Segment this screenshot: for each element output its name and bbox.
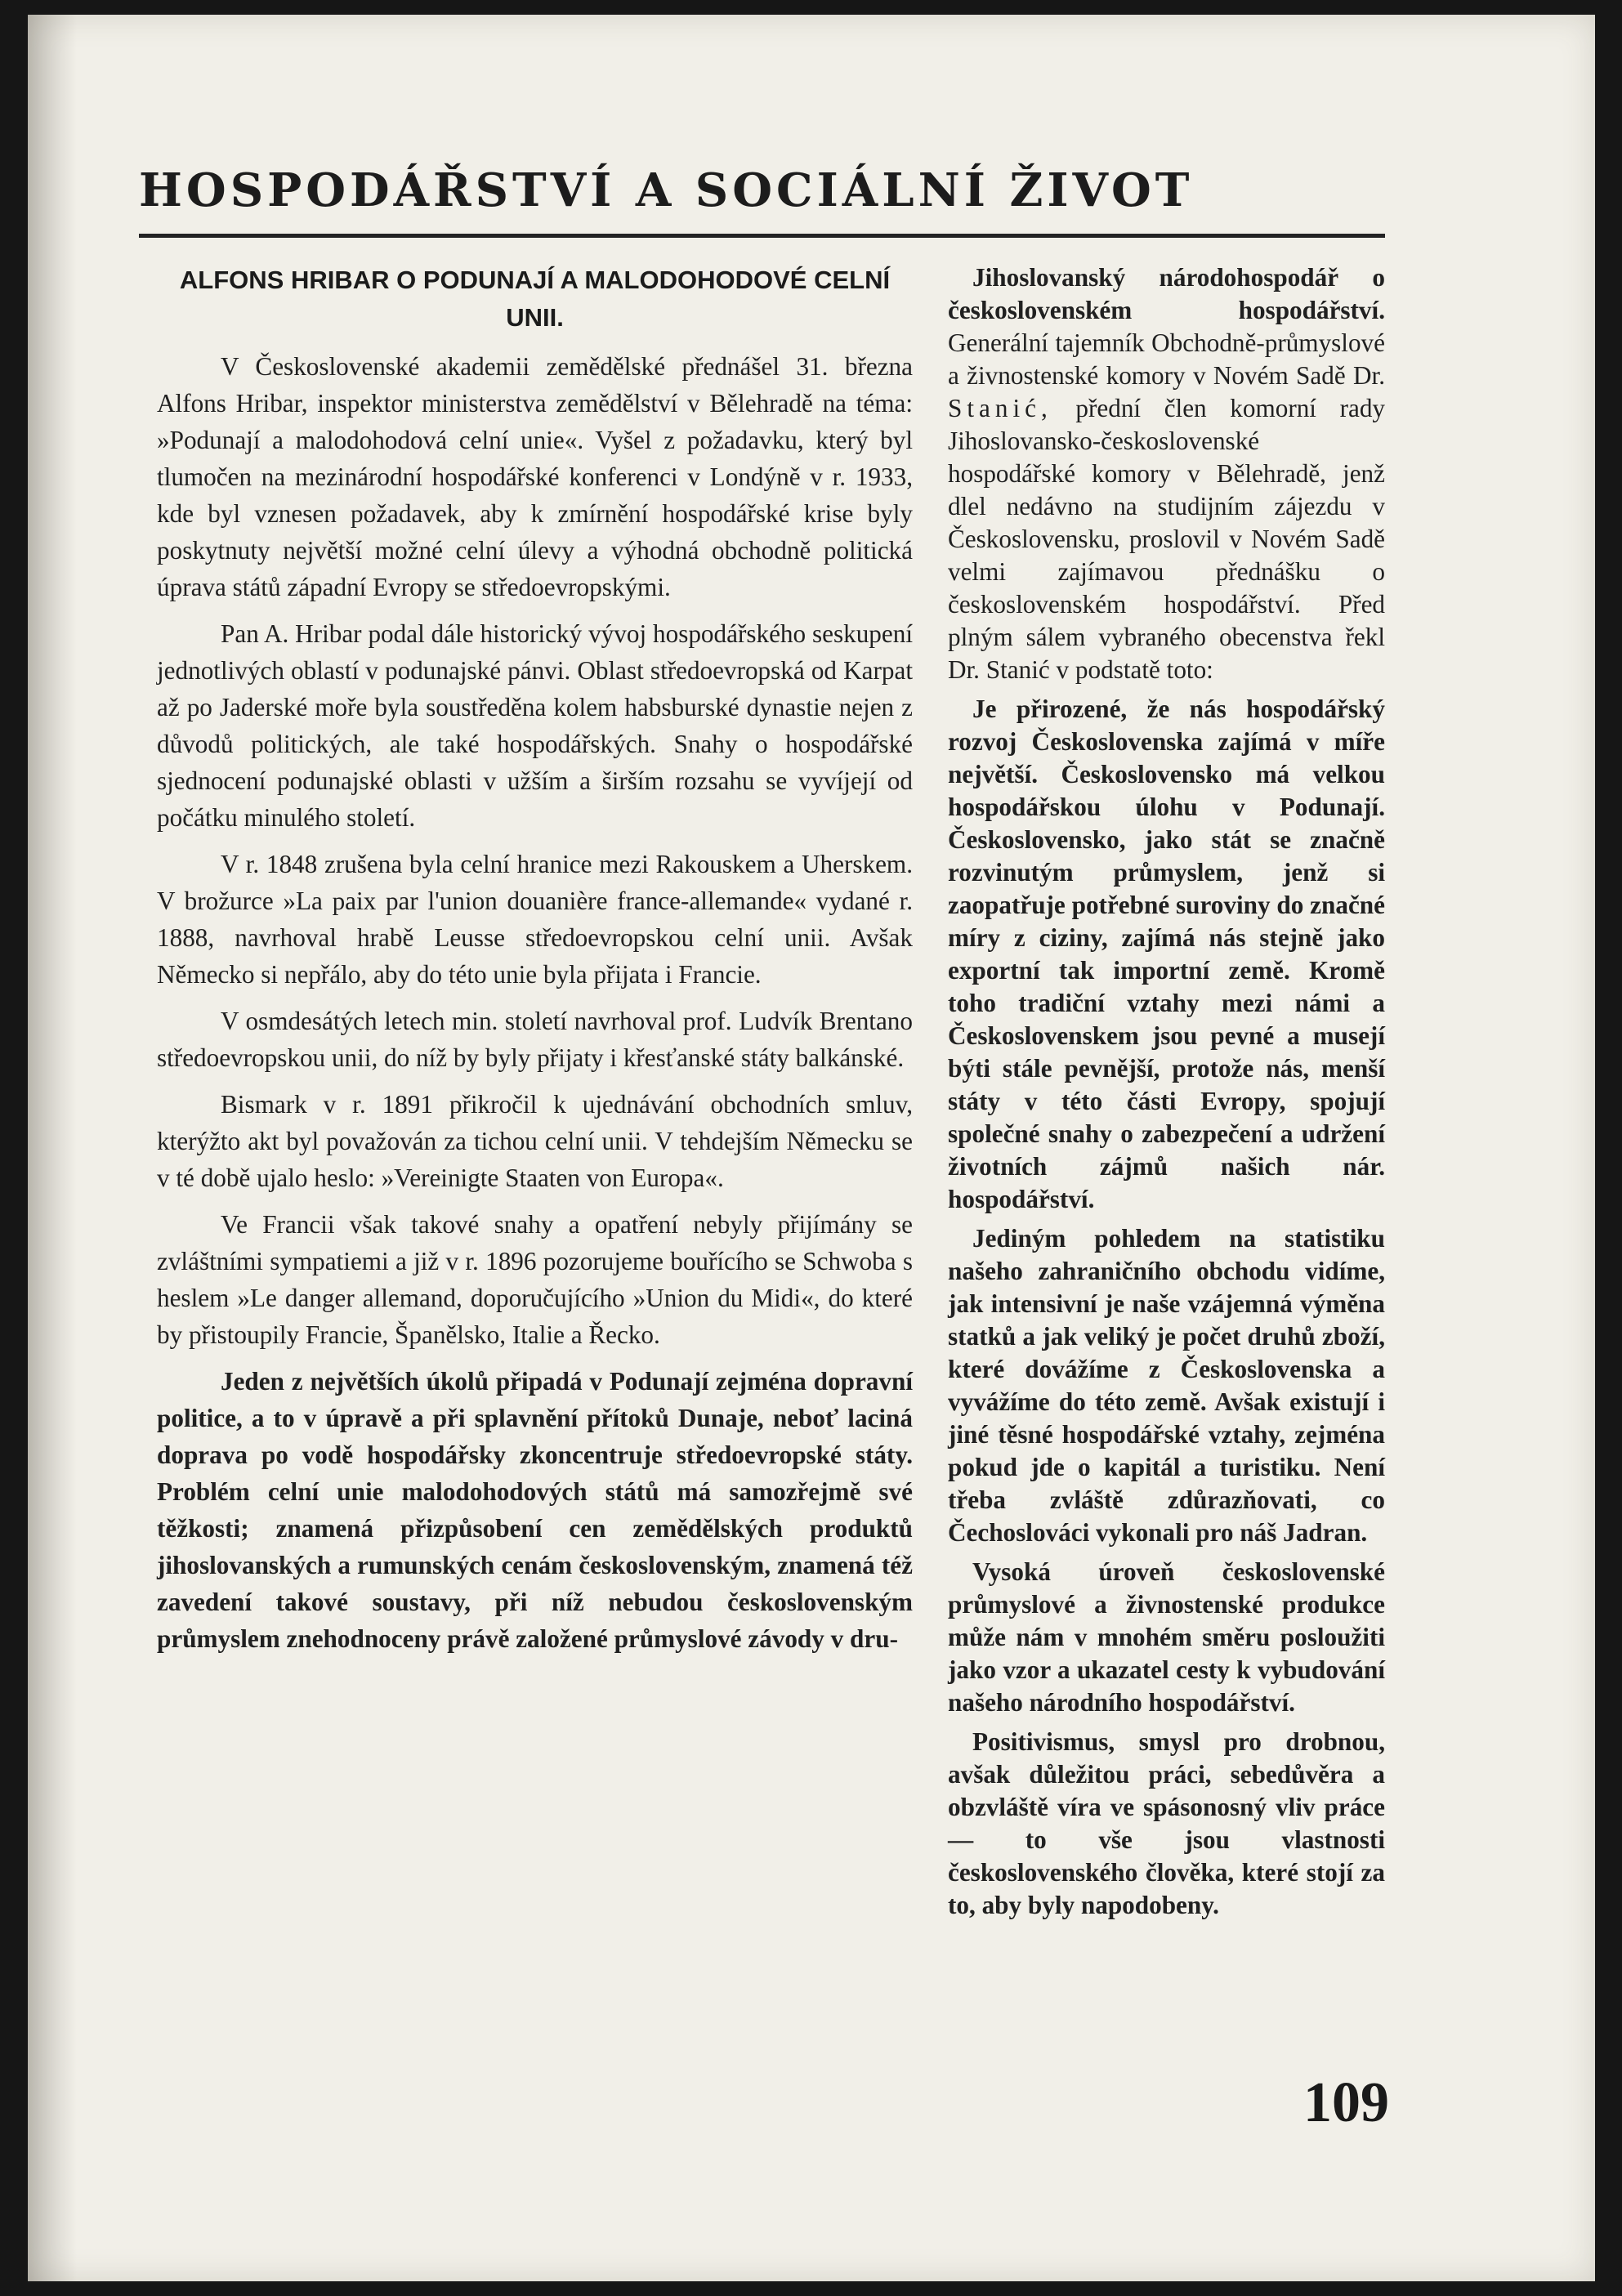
section-header: HOSPODÁŘSTVÍ A SOCIÁLNÍ ŽIVOT — [139, 163, 1194, 217]
paragraph: Jeden z největších úkolů připadá v Podunají zejména dopravní politice, a to v úpravě a při splavnění přítoků Dunaje, neboť laciná doprava po vodě hospodářsky zkoncentruje středoevropské státy. Problém celní unie malodohodových států má samozřejmě své těžkosti; znamená přizpůsobení cen zemědělských produktů jihoslovanských a rumunských cenám československým, znamená též zavedení takové soustavy, při níž nebudou československým průmyslem znehodnoceny právě založené průmyslové závody v dru- — [157, 1367, 913, 1653]
intro-paragraph — [948, 261, 1385, 686]
paragraph: V osmdesátých letech min. století navrhoval prof. Ludvík Brentano středoevropskou unii, do níž by byly přijaty i křesťanské státy balkánské. — [157, 1007, 913, 1072]
header-rule — [139, 234, 1385, 238]
intro-text: Generální tajemník Obchodně-průmyslové a živnostenské komory v Novém Sadě Dr. — [948, 328, 1385, 390]
left-column — [157, 261, 913, 1667]
paragraph: V r. 1848 zrušena byla celní hranice mezi Rakouskem a Uherskem. V brožurce »La paix par l'union douanière france-allemande« vydané r. 1888, navrhoval hrabě Leusse středoevropskou celní unii. Avšak Německo si nepřálo, aby do této unie byla přijata i Francie. — [157, 850, 913, 989]
right-column — [948, 261, 1385, 1928]
paragraph: Ve Francii však takové snahy a opatření nebyly přijímány se zvláštními sympatiemi a již v r. 1896 pozorujeme bouřícího se Schwoba s heslem »Le danger allemand, doporučujícího »Union du Midi«, do které by přistoupily Francie, Španělsko, Italie a Řecko. — [157, 1210, 913, 1349]
binding-shadow — [28, 15, 77, 2281]
paragraph: Vysoká úroveň československé průmyslové a živnostenské produkce může nám v mnohém směru posloužiti jako vzor a ukazatel cesty k vybudování našeho národního hospodářství. — [948, 1557, 1385, 1717]
paragraph: Bismark v r. 1891 přikročil k ujednávání obchodních smluv, kterýžto akt byl považován za tichou celní unii. V tehdejším Německu se v té době ujalo heslo: »Vereinigte Staaten von Europa«. — [157, 1090, 913, 1192]
paragraph: Pan A. Hribar podal dále historický vývoj hospodářského seskupení jednotlivých oblastí v podunajské pánvi. Oblast středoevropská od Karpat až po Jaderské moře byla soustředěna kolem habsburské dynastie nejen z důvodů politických, ale také hospodářských. Snahy o hospodářské sjednocení podunajské oblasti v užším a širším rozsahu se vyvíjejí od počátku minulého století. — [157, 619, 913, 832]
paragraph: Positivismus, smysl pro drobnou, avšak důležitou práci, sebedůvěra a obzvláště víra ve spásonosný vliv práce — to vše jsou vlastnosti československého člověka, které stojí za to, aby byly napodobeny. — [948, 1727, 1385, 1919]
paragraph: Jediným pohledem na statistiku našeho zahraničního obchodu vidíme, jak intensivní je naše vzájemná výměna statků a jak veliký je počet druhů zboží, které dovážíme z Československa a vyvážíme do této země. Avšak existují i jiné těsné hospodářské vztahy, zejména pokud jde o kapitál a turistiku. Není třeba zvláště zdůrazňovati, co Čechoslováci vykonali pro náš Jadran. — [948, 1224, 1385, 1547]
paragraph: V Československé akademii zemědělské přednášel 31. března Alfons Hribar, inspektor ministerstva zemědělství v Bělehradě na téma: »Podunají a malodohodová celní unie«. Vyšel z požadavku, který byl tlumočen na mezinárodní hospodářské konferenci v Londýně v r. 1933, kde byl vznesen požadavek, aby k zmírnění hospodářské krise byly poskytnuty největší možné celní úlevy a výhodná obchodně politická úprava států západní Evropy se středoevropskými. — [157, 352, 913, 601]
article-title-lead: Jihoslovanský národohospodář o československém hospodářství. — [948, 263, 1385, 324]
person-name: Stanić, — [948, 394, 1052, 422]
paragraph: Je přirozené, že nás hospodářský rozvoj Československa zajímá v míře největší. Československo má velkou hospodářskou úlohu v Podunají. Československo, jako stát se značně rozvinutým průmyslem, jenž si zaopatřuje potřebné suroviny do značné míry z ciziny, zajímá nás stejně jako exportní tak importní země. Kromě toho tradiční vztahy mezi námi a Československem jsou pevné a musejí býti stále pevnější, protože nás, menší státy v této části Evropy, spojují společné snahy o zabezpečení a udržení životních zájmů našich nár. hospodářství. — [948, 695, 1385, 1213]
intro-text-continued: přední člen komorní rady Jihoslovansko-československé hospodářské komory v Bělehradě, jenž dlel nedávno na studijním zájezdu v Československu, proslovil v Novém Sadě velmi zajímavou přednášku o československém hospodářství. Před plným sálem vybraného obecenstva řekl Dr. Stanić v podstatě toto: — [948, 394, 1386, 684]
page-number: 109 — [1303, 2071, 1389, 2134]
article-title: ALFONS HRIBAR O PODUNAJÍ A MALODOHODOVÉ CELNÍ UNII. — [179, 266, 891, 332]
